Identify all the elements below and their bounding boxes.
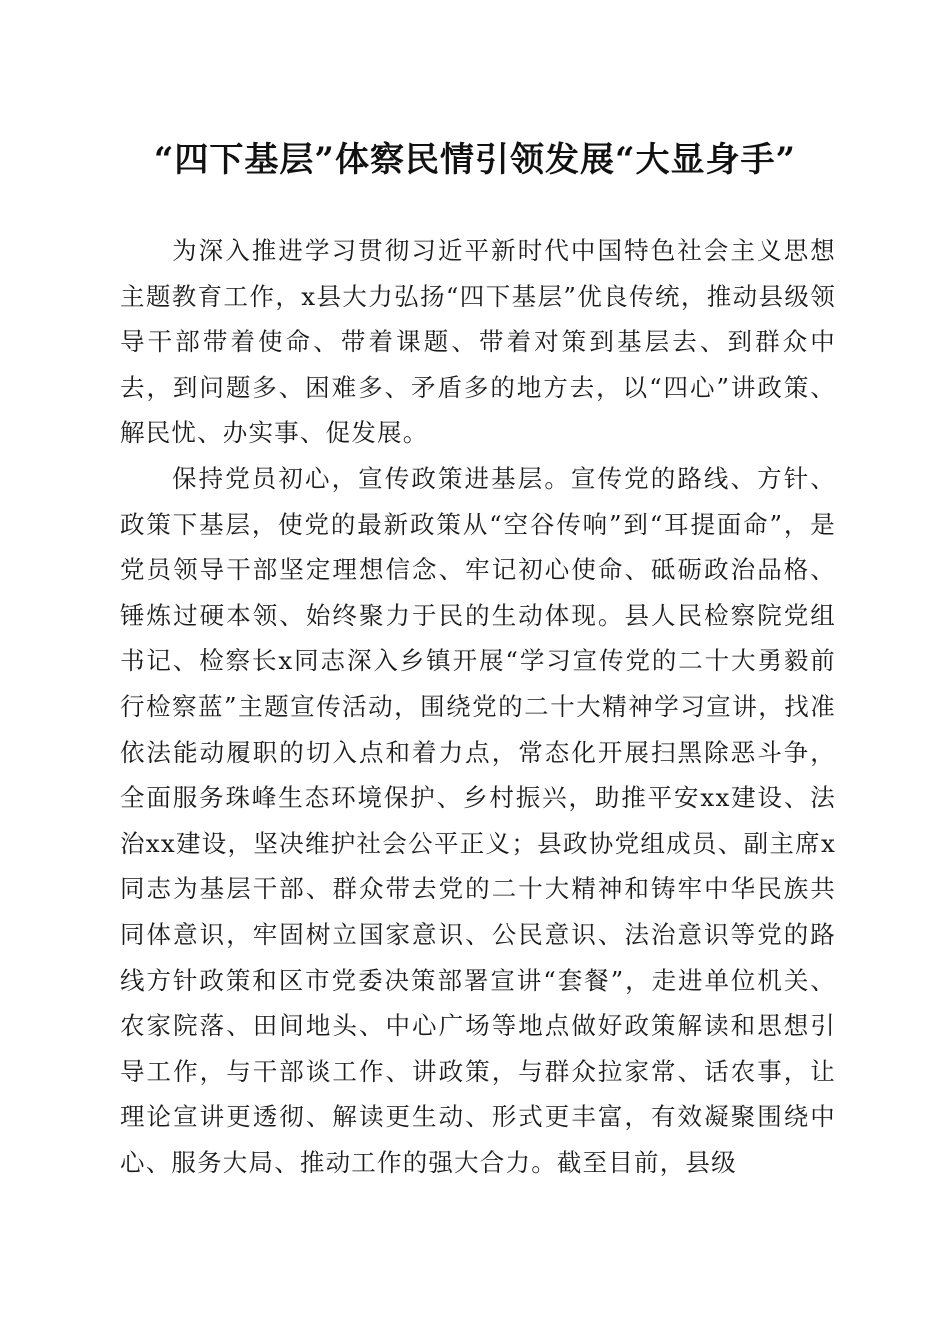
document-body [120, 228, 836, 1185]
paragraph-policy-promotion: 保持党员初心，宣传政策进基层。宣传党的路线、方针、政策下基层，使党的最新政策从“空谷传响”到“耳提面命”，是党员领导干部坚定理想信念、牢记初心使命、砥砺政治品格、锤炼过硬本领、始终聚力于民的生动体现。县人民检察院党组书记、检察长x同志深入乡镇开展“学习宣传党的二十大勇毅前行检察蓝”主题宣传活动，围绕党的二十大精神学习宣讲，找准依法能动履职的切入点和着力点，常态化开展扫黑除恶斗争，全面服务珠峰生态环境保护、乡村振兴，助推平安xx建设、法治xx建设，坚决维护社会公平正义；县政协党组成员、副主席x同志为基层干部、群众带去党的二十大精神和铸牢中华民族共同体意识，牢固树立国家意识、公民意识、法治意识等党的路线方针政策和区市党委决策部署宣讲“套餐”，走进单位机关、农家院落、田间地头、中心广场等地点做好政策解读和思想引导工作，与干部谈工作、讲政策，与群众拉家常、话农事，让理论宣讲更透彻、解读更生动、形式更丰富，有效凝聚围绕中心、服务大局、推动工作的强大合力。截至目前，县级 [120, 463, 836, 1177]
paragraph-intro: 为深入推进学习贯彻习近平新时代中国特色社会主义思想主题教育工作，x县大力弘扬“四下基层”优良传统，推动县级领导干部带着使命、带着课题、带着对策到基层去、到群众中去，到问题多、困难多、矛盾多的地方去，以“四心”讲政策、解民忧、办实事、促发展。 [120, 236, 836, 448]
document-title: “四下基层”体察民情引领发展“大显身手” [153, 140, 797, 180]
